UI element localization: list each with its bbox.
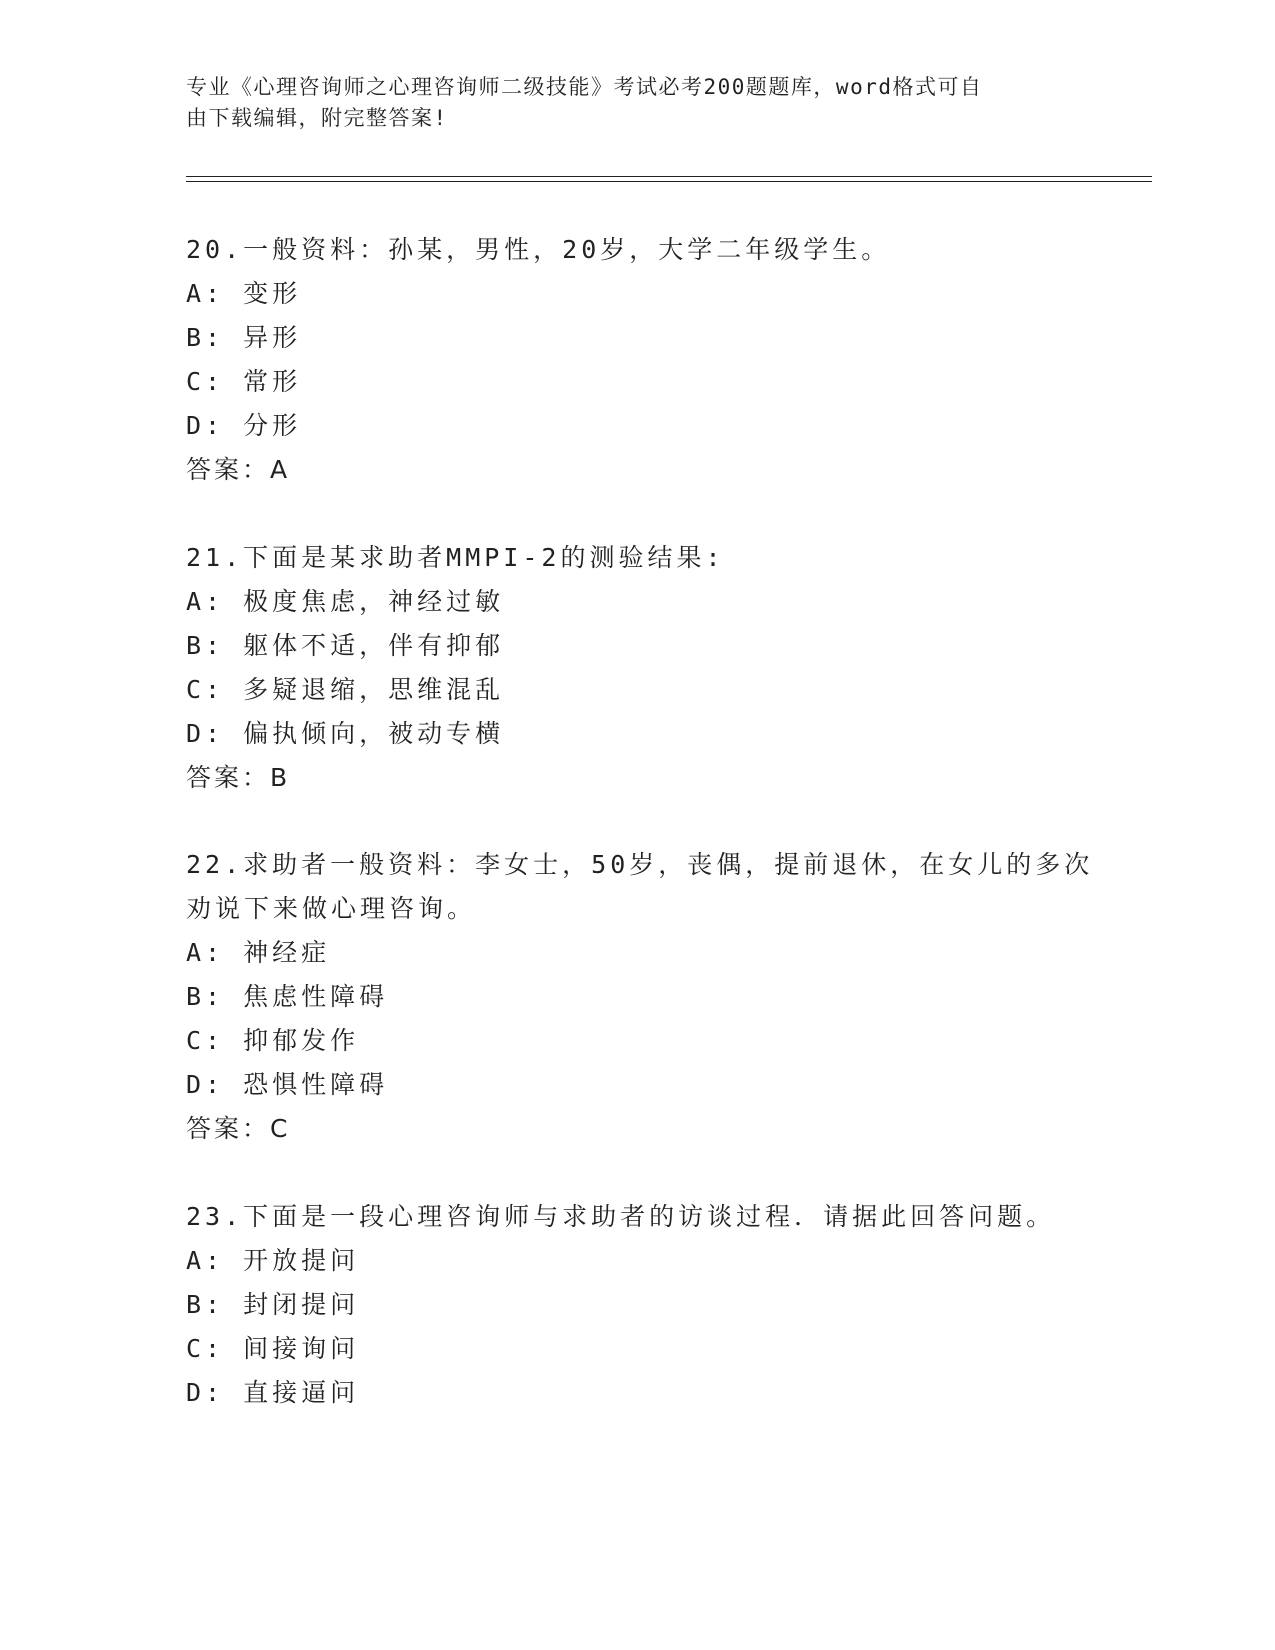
question-21-option-c: C: 多疑退缩，思维混乱 (186, 675, 505, 704)
question-21-option-d: D: 偏执倾向，被动专横 (186, 719, 505, 748)
question-20-option-d: D: 分形 (186, 411, 302, 440)
question-23-stem: 23.下面是一段心理咨询师与求助者的访谈过程．请据此回答问题。 (186, 1202, 1056, 1231)
header-line-2: 由下载编辑，附完整答案! (186, 106, 448, 130)
question-21-option-b: B: 躯体不适，伴有抑郁 (186, 631, 505, 660)
question-20-stem: 20.一般资料：孙某，男性，20岁，大学二年级学生。 (186, 235, 891, 264)
question-23-option-c: C: 间接询问 (186, 1334, 360, 1363)
question-20-option-b: B: 异形 (186, 323, 302, 352)
question-20-answer: 答案：A (186, 455, 291, 484)
question-23-option-a: A: 开放提问 (186, 1246, 360, 1275)
question-21-answer: 答案：B (186, 763, 291, 792)
question-22-option-d: D: 恐惧性障碍 (186, 1070, 389, 1099)
question-23-option-b: B: 封闭提问 (186, 1290, 360, 1319)
question-22-option-a: A: 神经症 (186, 938, 331, 967)
question-22-stem-line-2: 劝说下来做心理咨询。 (186, 894, 477, 923)
question-22-stem-line-1: 22.求助者一般资料：李女士，50岁，丧偶，提前退休，在女儿的多次 (186, 850, 1094, 879)
question-22-answer: 答案：C (186, 1114, 291, 1143)
question-21-stem: 21.下面是某求助者MMPI-2的测验结果: (186, 543, 725, 572)
question-21-option-a: A: 极度焦虑，神经过敏 (186, 587, 505, 616)
header-line-1: 专业《心理咨询师之心理咨询师二级技能》考试必考200题题库，word格式可自 (186, 75, 983, 99)
question-22-option-b: B: 焦虑性障碍 (186, 982, 389, 1011)
question-20-option-c: C: 常形 (186, 367, 302, 396)
document-header (186, 72, 1086, 134)
header-divider-top (186, 176, 1152, 177)
question-22-option-c: C: 抑郁发作 (186, 1026, 360, 1055)
question-23-option-d: D: 直接逼问 (186, 1378, 360, 1407)
question-20-option-a: A: 变形 (186, 279, 302, 308)
header-divider-bottom (186, 181, 1152, 182)
